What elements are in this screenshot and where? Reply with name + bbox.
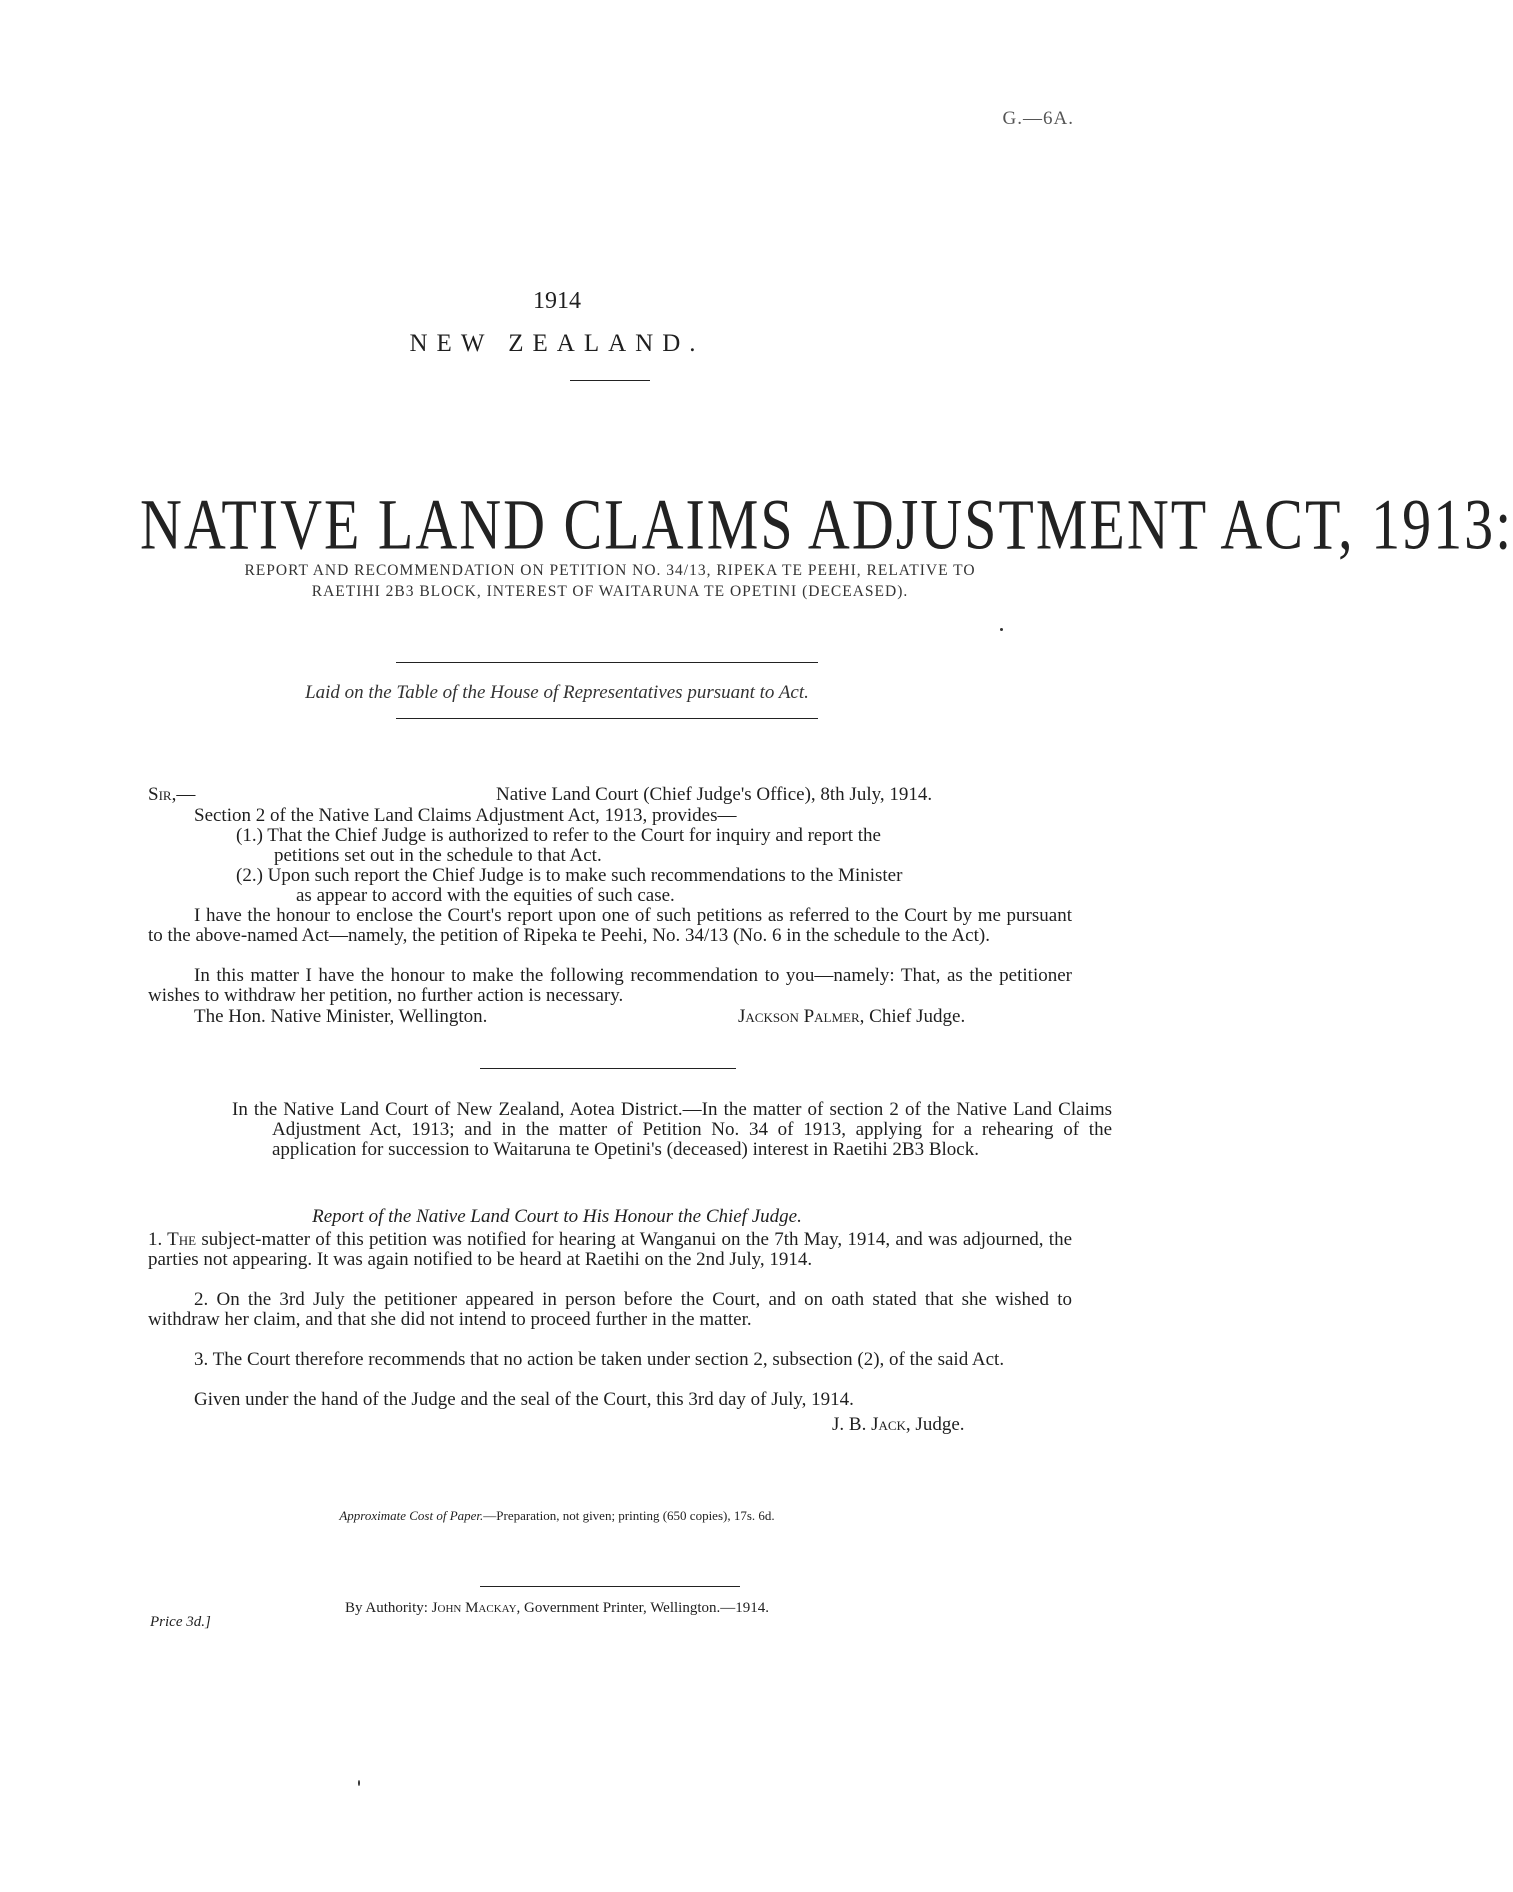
report-signature: J. B. Jack, Judge. (832, 1414, 965, 1435)
report-paragraph: 1. The subject-matter of this petition was notified for hearing at Wanganui on the 7th May, 1914, and was adjourned, the parties not appearing. It was again notified to be heard at Raetihi on the 2nd July, 1914. (148, 1229, 1072, 1270)
print-speck (1000, 628, 1003, 631)
report-paragraph: Given under the hand of the Judge and the seal of the Court, this 3rd day of July, 1914. (194, 1389, 854, 1410)
letter-paragraph: Section 2 of the Native Land Claims Adjustment Act, 1913, provides— (194, 805, 737, 826)
court-heading: In the Native Land Court of New Zealand, Aotea District.—In the matter of section 2 of the Native Land Claims Adjustment Act, 1913; and in the matter of Petition No. 34 of 1913, applying for a rehearing of the application for succession to Waitaruna te Opetini's (deceased) interest in Raetihi 2B3 Block. (232, 1099, 1112, 1160)
provision-item: (2.) Upon such report the Chief Judge is to make such recommendations to the Minister as appear to accord with the equities of such case. (236, 865, 903, 906)
price-note: Price 3d.] (150, 1614, 211, 1630)
report-heading: Report of the Native Land Court to His Honour the Chief Judge. (312, 1206, 802, 1227)
report-paragraph: 3. The Court therefore recommends that no action be taken under section 2, subsection (2), of the said Act. (194, 1349, 1005, 1370)
provision-item: (1.) That the Chief Judge is authorized to refer to the Court for inquiry and report the petitions set out in the schedule to that Act. (236, 825, 881, 866)
print-speck (358, 1780, 360, 1786)
printer-imprint: By Authority: John Mackay, Government Printer, Wellington.—1914. (344, 1600, 769, 1616)
cost-of-paper-note: Approximate Cost of Paper.—Preparation, not given; printing (650 copies), 17s. 6d. (339, 1508, 775, 1523)
divider (480, 1586, 740, 1587)
country-heading: NEW ZEALAND. (409, 330, 705, 357)
laid-on-table-note: Laid on the Table of the House of Representatives pursuant to Act. (305, 682, 809, 703)
document-subtitle (170, 560, 1050, 602)
divider (396, 718, 818, 719)
document-title: NATIVE LAND CLAIMS ADJUSTMENT ACT, 1913: (140, 483, 1513, 565)
salutation: Sir,— (148, 784, 196, 805)
document-serial-number: G.—6A. (1002, 108, 1074, 129)
divider (570, 380, 650, 381)
letter-paragraph: I have the honour to enclose the Court's report upon one of such petitions as referred to the Court by me pursuant to the above-named Act—namely, the petition of Ripeka te Peehi, No. 34/13 (No. 6 in the schedule to the Act). (148, 905, 1072, 946)
letter-paragraph: In this matter I have the honour to make the following recommendation to you—namely: That, as the petitioner wishes to withdraw her petition, no further action is necessary. (148, 965, 1072, 1006)
dateline: Native Land Court (Chief Judge's Office), 8th July, 1914. (496, 784, 933, 805)
subtitle-line: REPORT AND RECOMMENDATION ON PETITION NO. 34/13, RIPEKA TE PEEHI, RELATIVE TO (244, 562, 976, 579)
divider (480, 1068, 736, 1069)
addressee: The Hon. Native Minister, Wellington. (194, 1006, 488, 1027)
subtitle-line: RAETIHI 2B3 BLOCK, INTEREST OF WAITARUNA TE OPETINI (DECEASED). (311, 583, 909, 600)
letter-signature: Jackson Palmer, Chief Judge. (738, 1006, 966, 1027)
publication-year: 1914 (533, 288, 581, 314)
divider (396, 662, 818, 663)
report-paragraph: 2. On the 3rd July the petitioner appeared in person before the Court, and on oath stated that she wished to withdraw her claim, and that she did not intend to proceed further in the matter. (148, 1289, 1072, 1330)
